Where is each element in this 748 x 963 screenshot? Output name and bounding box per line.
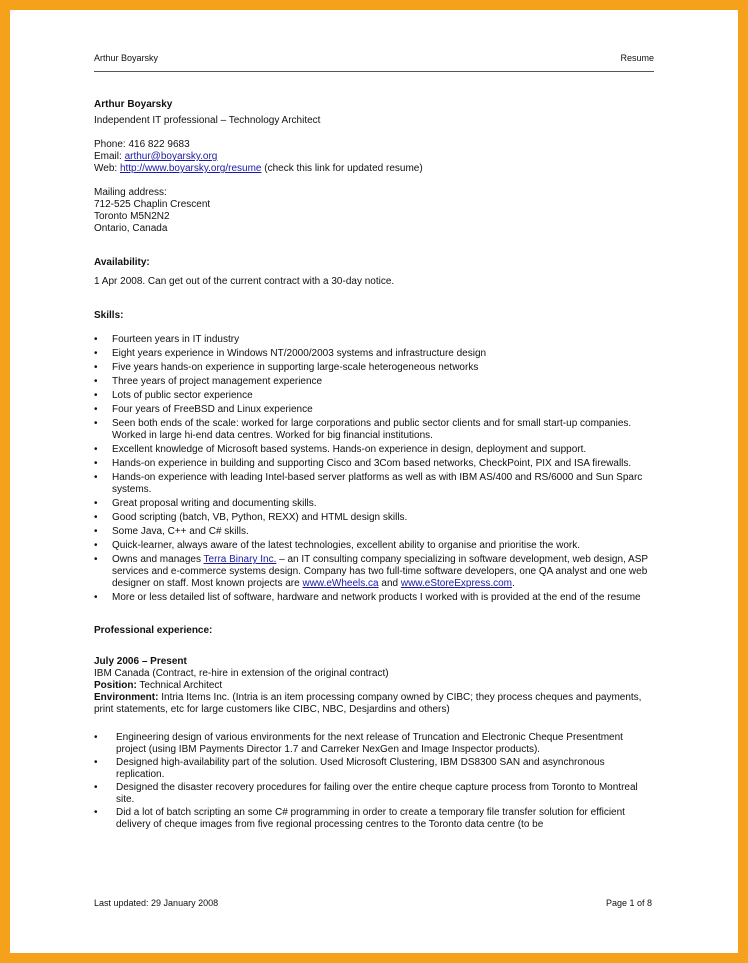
page-number: Page 1 of 8: [605, 898, 652, 908]
list-item: • More or less detailed list of software, hardware and network products I worked with is provided at the end of the resume: [94, 592, 654, 604]
web-note: (check this link for updated resume): [261, 163, 423, 174]
phone-line: Phone: 416 822 9683: [94, 139, 190, 150]
header-rule: [94, 71, 654, 72]
environment-label: Environment:: [94, 692, 159, 703]
email-line: [94, 151, 654, 163]
address-line-2: Toronto M5N2N2: [94, 211, 170, 222]
contact-block: [94, 139, 654, 175]
tagline: Independent IT professional – Technology Architect: [94, 115, 321, 126]
email-link[interactable]: arthur@boyarsky.org: [124, 151, 218, 162]
skills-heading: Skills:: [94, 310, 124, 321]
position-label: Position:: [94, 680, 137, 691]
owns-prefix: Owns and manages: [112, 554, 204, 565]
address-block: [94, 187, 654, 235]
address-label: Mailing address:: [94, 187, 167, 198]
list-item-company: [94, 554, 654, 590]
web-label: Web:: [94, 163, 120, 174]
availability-text: 1 Apr 2008. Can get out of the current contract with a 30-day notice.: [94, 276, 395, 287]
email-label: Email:: [94, 151, 125, 162]
list-item: • Did a lot of batch scripting an some C# programming in order to create a temporary file transfer solution for efficient delivery of cheque images from five regional processing centres to the Toronto data centre (to be: [94, 807, 654, 831]
list-item: • Four years of FreeBSD and Linux experience: [94, 404, 654, 416]
experience-heading: Professional experience:: [94, 625, 213, 636]
list-item: • Hands-on experience in building and supporting Cisco and 3Com based networks, CheckPoint, PIX and ISA firewalls.: [94, 458, 654, 470]
job-environment: [94, 692, 654, 716]
list-item: • Good scripting (batch, VB, Python, REXX) and HTML design skills.: [94, 512, 654, 524]
resume-page: [94, 52, 654, 832]
page-footer: [94, 898, 652, 908]
list-item: • Designed the disaster recovery procedures for failing over the entire cheque capture process from Toronto to Montreal site.: [94, 782, 654, 806]
list-item: • Five years hands-on experience in supporting large-scale heterogeneous networks: [94, 362, 654, 374]
list-item: • Hands-on experience with leading Intel-based server platforms as well as with IBM AS/400 and RS/6000 and Sun Sparc systems.: [94, 472, 654, 496]
list-item: • Some Java, C++ and C# skills.: [94, 526, 654, 538]
list-item: • Great proposal writing and documenting skills.: [94, 498, 654, 510]
position-value: Technical Architect: [136, 680, 223, 691]
job-position: [94, 680, 654, 692]
owns-and: and: [378, 578, 401, 589]
ewheels-link[interactable]: www.eWheels.ca: [302, 578, 379, 589]
list-item: • Excellent knowledge of Microsoft based systems. Hands-on experience in design, deployment and support.: [94, 444, 654, 456]
list-item: • Eight years experience in Windows NT/2000/2003 systems and infrastructure design: [94, 348, 654, 360]
web-line: [94, 163, 654, 175]
availability-heading: Availability:: [94, 257, 150, 268]
owns-description: – an IT consulting company specializing in software development, web design, ASP services and e-commerce systems design. Company has two full-time software developers, one QA analyst and one web designer on staff. Most known projects are: [112, 554, 648, 589]
list-item: • Engineering design of various environments for the next release of Truncation and Electronic Cheque Presentment project (using IBM Payments Director 1.7 and Carreker NexGen and Image Inspector products).: [94, 732, 654, 756]
job-company: IBM Canada (Contract, re-hire in extension of the original contract): [94, 668, 389, 679]
address-line-3: Ontario, Canada: [94, 223, 168, 234]
estoreexpress-link[interactable]: www.eStoreExpress.com: [400, 578, 513, 589]
list-item: • Three years of project management experience: [94, 376, 654, 388]
skills-list: [94, 334, 654, 604]
header-name: Arthur Boyarsky: [94, 53, 159, 63]
job-period: July 2006 – Present: [94, 656, 187, 667]
experience-list: [94, 732, 654, 831]
owns-end: .: [512, 578, 515, 589]
list-item: • Designed high-availability part of the solution. Used Microsoft Clustering, IBM DS8300 SAN and asynchronous replication.: [94, 757, 654, 781]
web-link[interactable]: http://www.boyarsky.org/resume: [119, 163, 262, 174]
header-doc-type: Resume: [620, 53, 654, 63]
list-item: • Fourteen years in IT industry: [94, 334, 654, 346]
list-item: • Lots of public sector experience: [94, 390, 654, 402]
environment-value: Intria Items Inc. (Intria is an item processing company owned by CIBC; they process cheques and payments, print statements, etc for large customers like CIBC, NBC, Desjardins and others): [94, 692, 642, 715]
list-item: • Quick-learner, always aware of the latest technologies, excellent ability to organise and prioritise the work.: [94, 540, 654, 552]
address-line-1: 712-525 Chaplin Crescent: [94, 199, 211, 210]
resume-name: Arthur Boyarsky: [94, 99, 173, 110]
company-link[interactable]: Terra Binary Inc.: [203, 554, 277, 565]
page-header: [94, 52, 654, 64]
last-updated: Last updated: 29 January 2008: [94, 898, 219, 908]
list-item: • Seen both ends of the scale: worked for large corporations and public sector clients and for small start-up companies. Worked in large hi-end data centres. Worked for big financial institutions.: [94, 418, 654, 442]
